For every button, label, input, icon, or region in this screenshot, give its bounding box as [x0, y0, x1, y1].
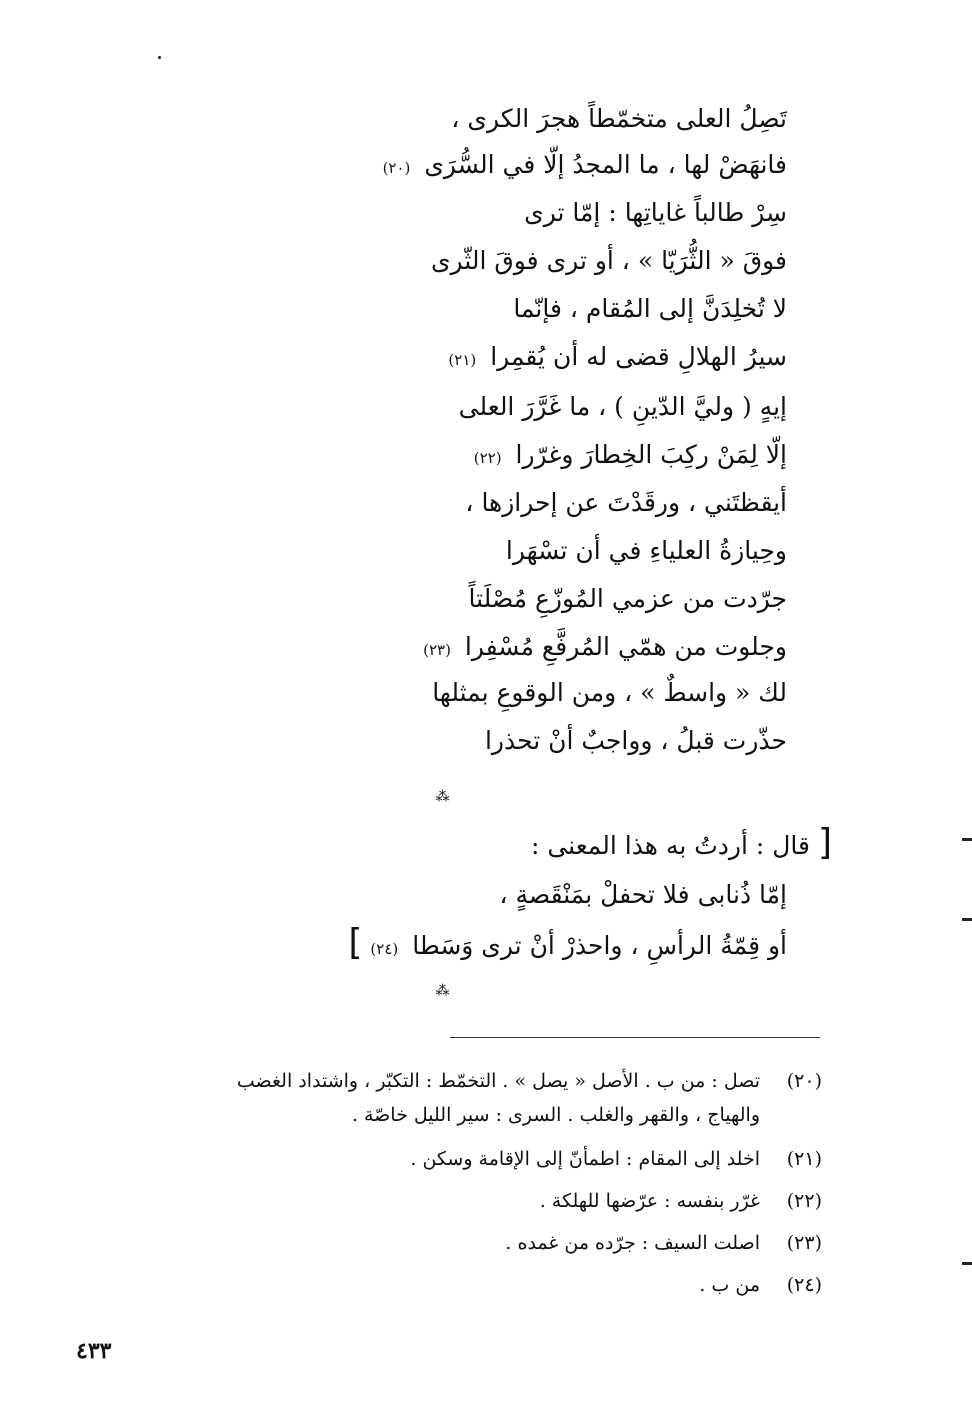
verse-line-4: فوقَ « الثُّرَيّا » ، أو ترى فوقَ الثّرى [430, 246, 787, 275]
footnote-number: (٢٢) [786, 1190, 822, 1212]
qala-verse-2 [95, 922, 787, 963]
verse-line-14: حذّرت قبلُ ، وواجبٌ أنْ تحذرا [484, 726, 787, 755]
footnote-ref: (٢١) [448, 351, 477, 369]
footnote-ref: (٢٣) [423, 641, 451, 659]
verse-line-2 [88, 148, 787, 182]
footnote-number: (٢١) [786, 1148, 822, 1170]
verse-text: فانهَضْ لها ، ما المجدُ إلّا في السُّرَى [424, 150, 787, 179]
qala-intro-line [530, 822, 832, 863]
footnote-text: من ب . [699, 1274, 760, 1296]
footnote-text: تصل : من ب . الأصل « يصل » . التخمّط : التكبّر ، واشتداد الغضب [236, 1070, 760, 1092]
footnote-ref: (٢٠) [382, 159, 411, 177]
margin-mark [962, 1262, 972, 1265]
verse-text: سيرُ الهلالِ قضى له أن يُقمِرا [490, 342, 787, 371]
verse-text: إلّا لِمَنْ ركِبَ الخِطارَ وغرّرا [515, 440, 787, 469]
verse-line-6 [88, 340, 787, 374]
qala-intro: قال : أردتُ به هذا المعنى : [530, 831, 810, 860]
verse-text: وجلوت من همّي المُرفَّعِ مُسْفِرا [464, 632, 787, 661]
verse-line-7: إيهٍ ( وليَّ الدّينِ ) ، ما غَرَّرَ العلى [458, 392, 787, 421]
page-number: ٤٣٣ [76, 1338, 112, 1364]
verse-line-5: لا تُخلِدَنَّ إلى المُقام ، فإنّما [513, 294, 787, 323]
footnote-ref: (٢٤) [370, 940, 399, 958]
footnote-divider [450, 1037, 820, 1038]
verse-line-1: تَصِلُ العلى متخمّطاً هجرَ الكرى ، [451, 104, 787, 133]
open-bracket: [ [817, 822, 832, 863]
verse-line-8 [88, 438, 787, 472]
footnote-21 [300, 1144, 822, 1174]
verse-line-12 [88, 630, 787, 664]
stray-dot [158, 56, 161, 59]
margin-mark [962, 838, 972, 841]
verse-line-3: سِرْ طالباً غاياتِها : إمّا ترى [524, 198, 787, 227]
footnote-ref: (٢٢) [473, 449, 502, 467]
footnote-number: (٢٤) [786, 1274, 822, 1296]
verse-line-10: وحِيازةُ العلياءِ في أن تسْهَرا [505, 536, 787, 565]
footnote-text: اخلد إلى المقام : اطمأنّ إلى الإقامة وسكن . [410, 1148, 760, 1170]
qala-verse-1: إمّا ذُنابى فلا تحفلْ بمَنْقَصةٍ ، [499, 880, 787, 909]
footnote-22 [300, 1186, 822, 1216]
verse-text: أو قِمّةُ الرأسِ ، واحذرْ أنْ ترى وَسَطا [412, 931, 787, 960]
section-stars: ⁂ [435, 789, 449, 805]
footnote-20 [70, 1066, 822, 1096]
footnote-23 [300, 1228, 822, 1258]
verse-line-13: لك « واسطٌ » ، ومن الوقوعِ بمثلها [432, 678, 787, 707]
close-bracket: ] [348, 922, 363, 963]
footnote-24 [300, 1270, 822, 1300]
footnote-number: (٢٠) [786, 1070, 822, 1092]
section-stars: ⁂ [435, 983, 449, 999]
margin-mark [962, 918, 972, 921]
footnote-number: (٢٣) [786, 1232, 822, 1254]
footnote-20-continued: والهياج ، والقهر والغلب . السرى : سير الليل خاصّة . [351, 1104, 760, 1126]
footnote-text: اصلت السيف : جرّده من غمده . [505, 1232, 760, 1254]
verse-line-9: أيقظتَني ، ورقَدْتَ عن إحرازها ، [465, 488, 787, 517]
footnote-text: غرّر بنفسه : عرّضها للهلكة . [539, 1190, 760, 1212]
verse-line-11: جرّدت من عزمي المُوزّعِ مُصْلَتاً [468, 584, 787, 613]
